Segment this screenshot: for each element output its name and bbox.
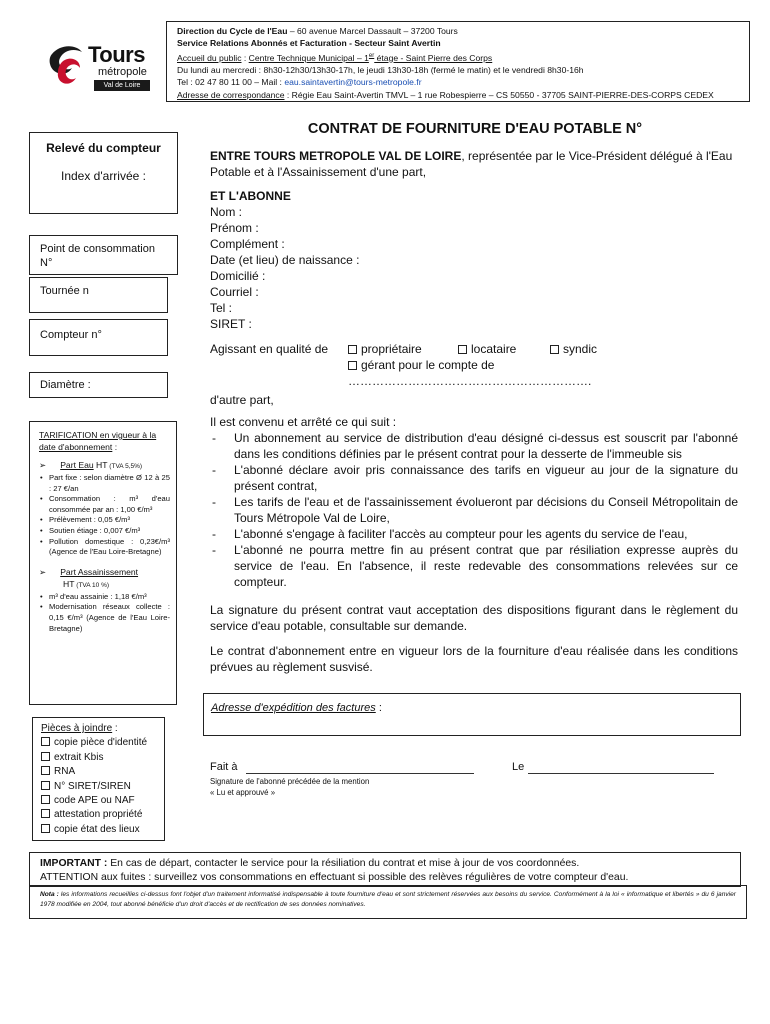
part-assainissement-ht: HT (TVA 10 %) — [63, 578, 110, 589]
compteur-label: Compteur n° — [40, 329, 102, 341]
checkbox[interactable] — [458, 345, 467, 354]
option-syndic[interactable]: syndic — [550, 341, 597, 357]
convenu-label: Il est convenu et arrêté ce qui suit : — [210, 415, 397, 429]
mail-link[interactable]: eau.saintavertin@tours-metropole.fr — [281, 77, 422, 88]
checkbox[interactable] — [348, 345, 357, 354]
releve-box — [29, 132, 178, 214]
list-item: • m³ d'eau assainie : 1,18 €/m³ — [39, 592, 170, 603]
tournee-label: Tournée n — [40, 285, 89, 297]
tarification-title: TARIFICATION en vigueur à la date d'abonnement : — [39, 430, 157, 452]
releve-title: Relevé du compteur — [46, 141, 161, 155]
header-box — [166, 21, 750, 102]
piece-checkbox-item[interactable]: copie pièce d'identité — [41, 736, 156, 750]
le-field[interactable] — [528, 773, 714, 774]
pieces-box — [32, 717, 165, 841]
list-item: • Part fixe : selon diamètre Ø 12 à 25 : 27 €/an — [39, 473, 170, 494]
tarification-box — [29, 421, 177, 705]
list-item: • Consommation : m³ d'eau consommée par an : 1,00 €/m³ — [39, 494, 170, 515]
piece-checkbox-item[interactable]: code APE ou NAF — [41, 794, 156, 808]
header-line-2: Service Relations Abonnés et Facturation - Secteur Saint Avertin — [177, 38, 441, 49]
logo-ribbon: Val de Loire — [94, 80, 150, 91]
clauses-list — [210, 430, 738, 590]
logo-swirl-icon — [46, 42, 86, 90]
important-box — [29, 852, 741, 887]
part-eau-heading: ➢ Part Eau HT (TVA 5,5%) — [39, 460, 143, 470]
diametre-label: Diamètre : — [40, 379, 91, 391]
list-item: • Prélèvement : 0,05 €/m³ — [39, 515, 170, 526]
header-line-1: Direction du Cycle de l'Eau – 60 avenue Marcel Dassault – 37200 Tours — [177, 26, 458, 36]
checkbox[interactable] — [41, 766, 50, 775]
signature-notes — [210, 776, 369, 798]
abonne-field[interactable]: Tel : — [210, 301, 233, 315]
option-locataire[interactable]: locataire — [458, 341, 516, 357]
diametre-box — [29, 372, 168, 398]
option-proprietaire[interactable]: propriétaire — [348, 341, 422, 357]
piece-checkbox-item[interactable]: attestation propriété — [41, 808, 156, 822]
abonne-field[interactable]: SIRET : — [210, 317, 252, 331]
header-line-3: Accueil du public : Centre Technique Municipal – 1er étage - Saint Pierre des Corps — [177, 52, 493, 63]
list-item: • Soutien étiage : 0,007 €/m³ — [39, 526, 170, 537]
signature-paragraph: La signature du présent contrat vaut acceptation des dispositions figurant dans le règlement du service d'eau potable, consultable sur demande. — [210, 603, 738, 633]
part-eau-list — [39, 473, 170, 558]
signature-note-1: Signature de l'abonné précédée de la mention — [210, 777, 370, 786]
list-item: - Un abonnement au service de distribution d'eau désigné ci-dessus est souscrit par l'abonné dans les conditions définies par le présent contrat pour la desserte de l'immeuble sis — [210, 430, 738, 462]
list-item: • Pollution domestique : 0,23€/m³ (Agence de l'Eau Loire-Bretagne) — [39, 537, 170, 558]
option-gerant[interactable]: gérant pour le compte de ……………………………………………………. — [348, 358, 592, 388]
abonne-field[interactable]: Date (et lieu) de naissance : — [210, 253, 360, 267]
le-label: Le — [512, 761, 525, 773]
abonne-title: ET L'ABONNE — [210, 189, 291, 203]
abonne-field[interactable]: Prénom : — [210, 221, 259, 235]
abonne-field[interactable]: Courriel : — [210, 285, 259, 299]
nota-box — [29, 885, 747, 919]
checkbox[interactable] — [41, 809, 50, 818]
abonne-field[interactable]: Complément : — [210, 237, 285, 251]
checkbox[interactable] — [41, 795, 50, 804]
fait-a-row — [210, 760, 740, 774]
important-line: IMPORTANT : En cas de départ, contacter le service pour la résiliation du contrat et mise à jour de vos coordonnées. — [40, 858, 580, 869]
nota-text: Nota : les informations recueillies ci-dessus font l'objet d'un traitement informatisé indispensable à toute fourniture d'eau et sont strictement réservées aux besoins du service. Conformément à la loi « informatique et libertés » du 6 janvier 1978 modifiée en 2004, tout abonné bénéficie d'un droit d'accès et de rectification de ses données nominatives. — [40, 891, 736, 908]
list-item: - L'abonné s'engage à faciliter l'accès au compteur pour les agents du service de l'eau, — [210, 526, 738, 542]
pieces-title: Pièces à joindre : — [41, 723, 118, 734]
logo-brand: Tours — [88, 42, 145, 67]
vigueur-paragraph: Le contrat d'abonnement entre en vigueur lors de la fourniture d'eau réalisée dans les conditions prévues au règlement susvisé. — [210, 644, 738, 674]
checkbox[interactable] — [550, 345, 559, 354]
list-item: • Modernisation réseaux collecte : 0,15 €/m³ (Agence de l'Eau Loire-Bretagne) — [39, 602, 170, 634]
checkbox[interactable] — [41, 752, 50, 761]
part-assainissement-heading: ➢ Part Assainissement — [39, 566, 139, 577]
compteur-box — [29, 319, 168, 356]
page-title: CONTRAT DE FOURNITURE D'EAU POTABLE N° — [307, 121, 643, 137]
checkbox[interactable] — [41, 737, 50, 746]
qualite-row — [210, 341, 738, 357]
part-assainissement-list — [39, 592, 170, 634]
signature-note-2: « Lu et approuvé » — [210, 788, 276, 797]
piece-checkbox-item[interactable]: copie état des lieux — [41, 823, 156, 837]
fait-a-field[interactable] — [246, 773, 474, 774]
point-consommation-label: Point de consommation N° — [40, 243, 155, 269]
abonne-field[interactable]: Domicilié : — [210, 269, 266, 283]
adresse-expedition-label: Adresse d'expédition des factures — [211, 702, 376, 714]
header-line-6: Adresse de correspondance : Régie Eau Saint-Avertin TMVL – 1 rue Robespierre – CS 50550 - 37705 SAINT-PIERRE-DES-CORPS CEDEX — [177, 89, 714, 100]
list-item: - Les tarifs de l'eau et de l'assainissement évolueront par décisions du Conseil Métropolitain de Tours Métropole Val de Loire, — [210, 494, 738, 526]
piece-checkbox-item[interactable]: RNA — [41, 765, 156, 779]
tours-metropole-logo — [46, 42, 156, 94]
autre-part: d'autre part, — [210, 393, 274, 407]
piece-checkbox-item[interactable]: extrait Kbis — [41, 751, 156, 765]
main-body — [210, 148, 738, 675]
list-item: - L'abonné ne pourra mettre fin au présent contrat que par résiliation expresse auprès du service de l'eau. En l'absence, il reste redevable des consommations relevées sur ce compteur. — [210, 542, 738, 590]
checkbox[interactable] — [348, 361, 357, 370]
index-label: Index d'arrivée : — [60, 169, 146, 183]
logo-sub: métropole — [98, 66, 147, 78]
adresse-expedition-box[interactable]: Adresse d'expédition des factures : — [203, 693, 741, 736]
entre-paragraph: ENTRE TOURS METROPOLE VAL DE LOIRE, représentée par le Vice-Président délégué à l'Eau Potable et à l'Assainissement d'une part, — [210, 149, 733, 179]
point-consommation-box — [29, 235, 178, 275]
header-line-5: Tel : 02 47 80 11 00 – Mail : eau.saintavertin@tours-metropole.fr — [177, 77, 422, 88]
list-item: - L'abonné déclare avoir pris connaissance des tarifs en vigueur au jour de la signature du présent contrat, — [210, 462, 738, 494]
agissant-label: Agissant en qualité de — [210, 342, 329, 356]
piece-checkbox-item[interactable]: N° SIRET/SIREN — [41, 780, 156, 794]
fait-a-label: Fait à — [210, 761, 238, 773]
checkbox[interactable] — [41, 781, 50, 790]
tournee-box — [29, 277, 168, 313]
header-line-4: Du lundi au mercredi : 8h30-12h30/13h30-17h, le jeudi 13h30-18h (fermé le matin) et le vendredi 8h30-16h — [177, 65, 584, 76]
checkbox[interactable] — [41, 824, 50, 833]
attention-line: ATTENTION aux fuites : surveillez vos consommations en effectuant si possible des relèves régulières de votre compteur d'eau. — [40, 872, 629, 883]
abonne-field[interactable]: Nom : — [210, 205, 243, 219]
